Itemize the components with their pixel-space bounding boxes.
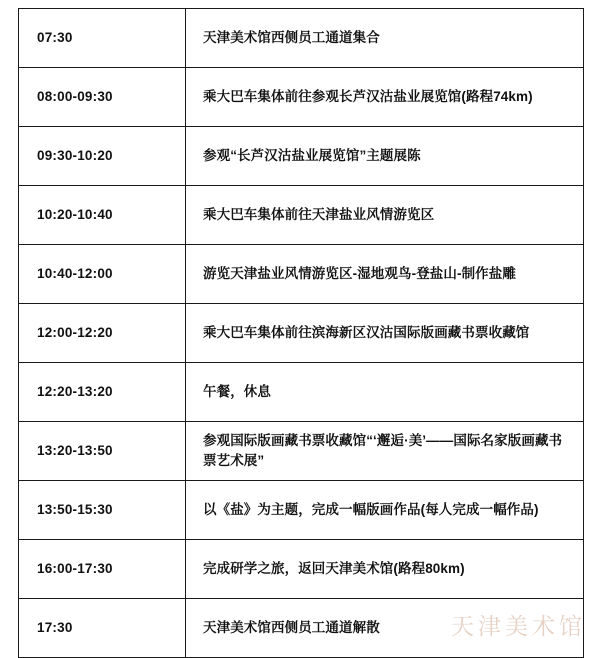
table-row xyxy=(19,127,584,186)
table-row xyxy=(19,186,584,245)
table-row xyxy=(19,68,584,127)
row-time: 10:40-12:00 xyxy=(19,245,186,304)
table-row xyxy=(19,422,584,481)
row-time: 07:30 xyxy=(19,9,186,68)
row-description: 参观国际版画藏书票收藏馆“‘邂逅·美’——国际名家版画藏书票艺术展” xyxy=(186,422,584,481)
row-time: 17:30 xyxy=(19,599,186,658)
row-description: 午餐，休息 xyxy=(186,363,584,422)
row-description: 乘大巴车集体前往参观长芦汉沽盐业展览馆(路程74km) xyxy=(186,68,584,127)
row-time: 13:50-15:30 xyxy=(19,481,186,540)
row-description: 天津美术馆西侧员工通道解散 xyxy=(186,599,584,658)
row-description: 游览天津盐业风情游览区-湿地观鸟-登盐山-制作盐雕 xyxy=(186,245,584,304)
table-row xyxy=(19,363,584,422)
row-time: 10:20-10:40 xyxy=(19,186,186,245)
table-row xyxy=(19,9,584,68)
row-description: 参观“长芦汉沽盐业展览馆”主题展陈 xyxy=(186,127,584,186)
schedule-table-body xyxy=(19,9,584,658)
row-time: 13:20-13:50 xyxy=(19,422,186,481)
table-row xyxy=(19,481,584,540)
row-description: 天津美术馆西侧员工通道集合 xyxy=(186,9,584,68)
row-description: 乘大巴车集体前往天津盐业风情游览区 xyxy=(186,186,584,245)
row-time: 12:20-13:20 xyxy=(19,363,186,422)
table-row xyxy=(19,540,584,599)
schedule-table xyxy=(18,8,584,658)
watermark: 天津美术馆 xyxy=(451,614,586,639)
row-time: 16:00-17:30 xyxy=(19,540,186,599)
row-time: 09:30-10:20 xyxy=(19,127,186,186)
row-description: 完成研学之旅，返回天津美术馆(路程80km) xyxy=(186,540,584,599)
row-time: 12:00-12:20 xyxy=(19,304,186,363)
row-description: 以《盐》为主题，完成一幅版画作品(每人完成一幅作品) xyxy=(186,481,584,540)
row-time: 08:00-09:30 xyxy=(19,68,186,127)
table-row xyxy=(19,304,584,363)
table-row xyxy=(19,245,584,304)
row-description: 乘大巴车集体前往滨海新区汉沽国际版画藏书票收藏馆 xyxy=(186,304,584,363)
